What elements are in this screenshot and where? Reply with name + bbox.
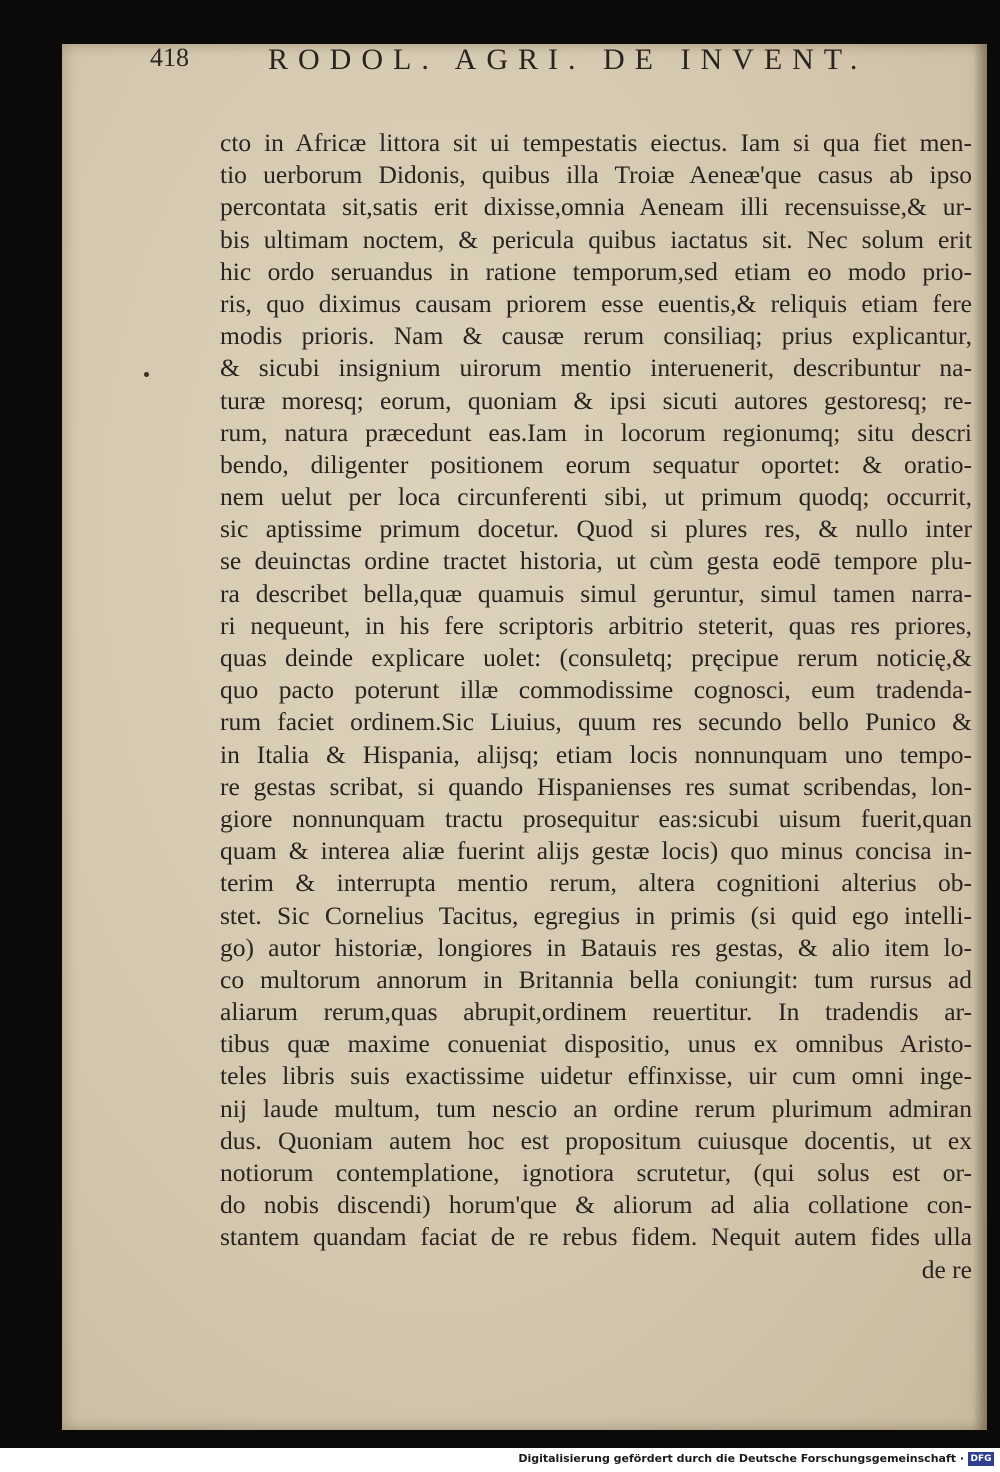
text-line: co multorum annorum in Britannia bella coniungit: tum rursus ad <box>220 964 972 994</box>
dfg-logo: DFG <box>968 1452 994 1466</box>
text-line: & sicubi insignium uirorum mentio interuenerit, describuntur na- <box>220 353 972 383</box>
text-line: go) autor historiæ, longiores in Batauis res gestas, & alio item lo- <box>220 932 972 962</box>
text-line: rum, natura præcedunt eas.Iam in locorum regionumq; situ descri <box>220 417 972 447</box>
running-head <box>150 43 910 87</box>
text-line: in Italia & Hispania, alijsq; etiam locis nonnunquam uno tempo- <box>220 739 972 769</box>
ink-speck <box>144 372 149 377</box>
text-line: ri nequeunt, in his fere scriptoris arbitrio steterit, quas res priores, <box>220 610 972 640</box>
text-line: quas deinde explicare uolet: (consuletq; pręcipue rerum noticię,& <box>220 643 972 672</box>
page-edge-shadow <box>973 44 987 1430</box>
text-line: tio uerborum Didonis, quibus illa Troiæ Aeneæ'que casus ab ipso <box>220 160 972 190</box>
header-title: RODOL. AGRI. DE INVENT. <box>268 43 868 76</box>
text-line: teles libris suis exactissime uidetur effinxisse, uir cum omni inge- <box>220 1061 972 1091</box>
text-line: stet. Sic Cornelius Tacitus, egregius in primis (si quid ego intelli- <box>220 900 972 930</box>
text-line: nij laude multum, tum nescio an ordine rerum plurimum admiran <box>220 1093 972 1123</box>
text-line: rum faciet ordinem.Sic Liuius, quum res secundo bello Punico & <box>220 707 972 737</box>
text-line: ris, quo diximus causam priorem esse euentis,& reliquis etiam fere <box>220 288 972 318</box>
text-line: hic ordo seruandus in ratione temporum,sed etiam eo modo prio- <box>220 256 972 286</box>
text-line: re gestas scribat, si quando Hispanienses res sumat scribendas, lon- <box>220 771 972 801</box>
text-line: terim & interrupta mentio rerum, altera cognitioni alterius ob- <box>220 868 972 898</box>
text-line: modis prioris. Nam & causæ rerum consiliaq; prius explicantur, <box>220 321 972 351</box>
text-line: cto in Africæ littora sit ui tempestatis eiectus. Iam si qua fiet men- <box>220 128 972 157</box>
text-line: sic aptissime primum docetur. Quod si plures res, & nullo inter <box>220 514 972 544</box>
text-line: quo pacto poterunt illæ commodissime cognosci, eum tradenda- <box>220 675 972 705</box>
text-line: dus. Quoniam autem hoc est propositum cuiusque docentis, ut ex <box>220 1125 972 1155</box>
text-line: se deuinctas ordine tractet historia, ut cùm gesta eodē tempore plu- <box>220 546 972 576</box>
body-text <box>220 127 972 1286</box>
text-line: bis ultimam noctem, & pericula quibus iactatus sit. Nec solum erit <box>220 224 972 254</box>
text-line: notiorum contemplatione, ignotiora scrutetur, (qui solus est or- <box>220 1158 972 1187</box>
text-line: aliarum rerum,quas abrupit,ordinem reuertitur. In tradendis ar- <box>220 997 972 1027</box>
footer-bar <box>0 1448 1000 1472</box>
page-number: 418 <box>150 43 189 72</box>
text-line: percontata sit,satis erit dixisse,omnia Aeneam illi recensuisse,& ur- <box>220 192 972 222</box>
text-line: turæ moresq; eorum, quoniam & ipsi sicuti autores gestoresq; re- <box>220 385 972 415</box>
text-line: bendo, diligenter positionem eorum sequatur oportet: & oratio- <box>220 449 972 479</box>
text-line: stantem quandam faciat de re rebus fidem. Nequit autem fides ulla <box>220 1222 972 1252</box>
text-line: quam & interea aliæ fuerint alijs gestæ locis) quo minus concisa in- <box>220 836 972 866</box>
text-line: nem uelut per loca circunferenti sibi, ut primum quodq; occurrit, <box>220 482 972 512</box>
text-line: ra describet bella,quæ quamuis simul geruntur, simul tamen narra- <box>220 578 972 608</box>
footer-credit: Digitalisierung gefördert durch die Deutsche Forschungsgemeinschaft · <box>518 1452 964 1465</box>
text-line: giore nonnunquam tractu prosequitur eas:sicubi uisum fuerit,quan <box>220 803 972 833</box>
text-line: tibus quæ maxime conueniat dispositio, unus ex omnibus Aristo- <box>220 1029 972 1059</box>
text-line: do nobis discendi) horum'que & aliorum ad alia collatione con- <box>220 1190 972 1220</box>
text-line: de re <box>921 1254 972 1284</box>
